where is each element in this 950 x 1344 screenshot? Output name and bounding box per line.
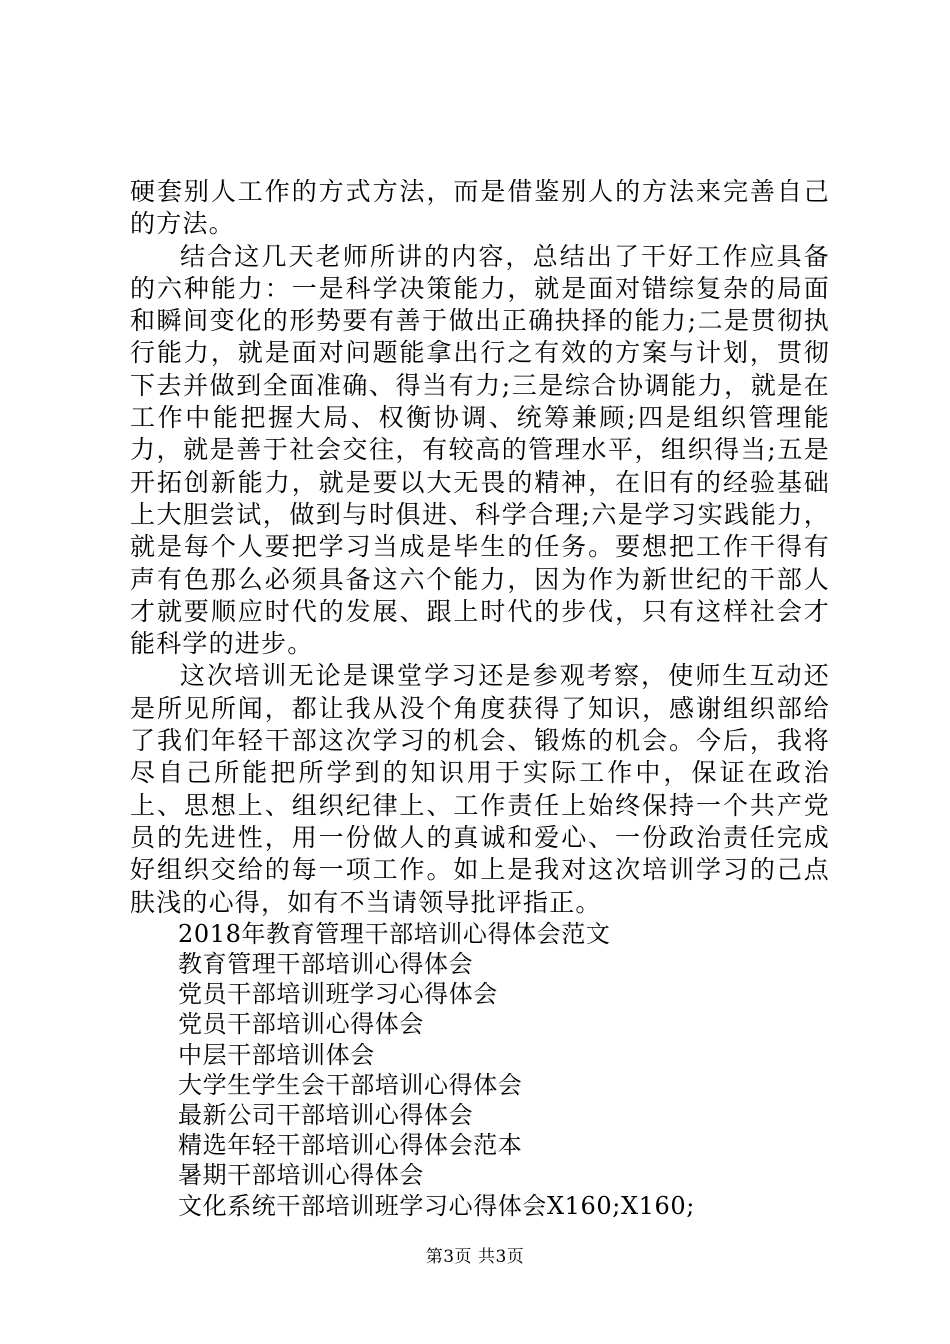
related-link-item[interactable]: 教育管理干部培训心得体会 xyxy=(178,950,474,979)
paragraph-3: 这次培训无论是课堂学习还是参观考察，使师生互动还是所见所闻，都让我从没个角度获得了知识，感谢组织部给了我们年轻干部这次学习的机会、锻炼的机会。今后，我将尽自己所能把所学到的知识用于实际工作中，保证在政治上、思想上、组织纪律上、工作责任上始终保持一个共产党员的先进性，用一份做人的真诚和爱心、一份政治责任完成好组织交给的每一项工作。如上是我对这次培训学习的己点肤浅的心得，如有不当请领导批评指正。 xyxy=(130,661,830,917)
related-link-item[interactable]: 暑期干部培训心得体会 xyxy=(178,1161,424,1190)
document-body xyxy=(130,176,830,1221)
related-links-list xyxy=(130,919,830,1221)
related-link-item[interactable]: 大学生学生会干部培训心得体会 xyxy=(178,1070,523,1099)
related-link-item[interactable]: 文化系统干部培训班学习心得体会X160;X160; xyxy=(178,1191,695,1220)
related-link-item[interactable]: 最新公司干部培训心得体会 xyxy=(178,1101,474,1130)
paragraph-1: 硬套别人工作的方式方法，而是借鉴别人的方法来完善自己的方法。 xyxy=(130,177,830,239)
paragraph-2: 结合这几天老师所讲的内容，总结出了干好工作应具备的六种能力：一是科学决策能力，就是面对错综复杂的局面和瞬间变化的形势要有善于做出正确抉择的能力;二是贯彻执行能力，就是面对问题能拿出行之有效的方案与计划，贯彻下去并做到全面准确、得当有力;三是综合协调能力，就是在工作中能把握大局、权衡协调、统筹兼顾;四是组织管理能力，就是善于社会交往，有较高的管理水平，组织得当;五是开拓创新能力，就是要以大无畏的精神，在旧有的经验基础上大胆尝试，做到与时俱进、科学合理;六是学习实践能力，就是每个人要把学习当成是毕生的任务。要想把工作干得有声有色那么必须具备这六个能力，因为作为新世纪的干部人才就要顺应时代的发展、跟上时代的步伐，只有这样社会才能科学的进步。 xyxy=(130,241,830,659)
related-link-item[interactable]: 精选年轻干部培训心得体会范本 xyxy=(178,1131,523,1160)
page-footer: 第3页 共3页 xyxy=(425,1247,525,1267)
related-link-item[interactable]: 2018年教育管理干部培训心得体会范文 xyxy=(178,919,611,948)
related-link-item[interactable]: 党员干部培训心得体会 xyxy=(178,1010,424,1039)
related-link-item[interactable]: 党员干部培训班学习心得体会 xyxy=(178,980,498,1009)
related-link-item[interactable]: 中层干部培训体会 xyxy=(178,1040,375,1069)
